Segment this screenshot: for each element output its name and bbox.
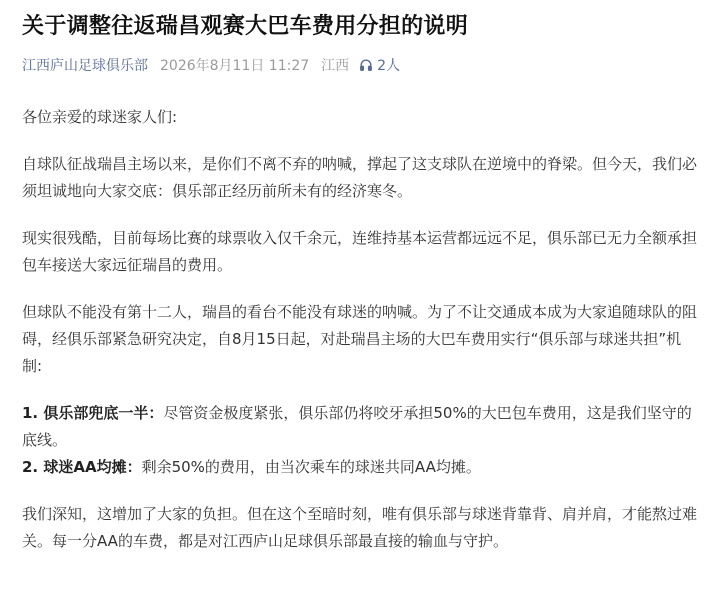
greeting: 各位亲爱的球迷家人们: <box>22 108 178 126</box>
list-item-2-text: 剩余50%的费用，由当次乘车的球迷共同AA均摊。 <box>141 458 481 476</box>
article-title: 关于调整往返瑞昌观赛大巴车费用分担的说明 <box>22 14 469 39</box>
spacer <box>22 481 698 501</box>
article-meta <box>22 54 698 76</box>
listen-button[interactable] <box>359 55 400 75</box>
list-item-1-label: 1. 俱乐部兜底一半： <box>22 404 164 422</box>
list-item-2 <box>22 454 698 481</box>
paragraph-3: 但球队不能没有第十二人，瑞昌的看台不能没有球迷的呐喊。为了不让交通成本成为大家追随球队的阻碍，经俱乐部紧急研究决定，自8月15日起，对赴瑞昌主场的大巴车费用实行“俱乐部与球迷共担”机制: <box>22 303 698 375</box>
paragraph-1: 自球队征战瑞昌主场以来，是你们不离不弃的呐喊，撑起了这支球队在逆境中的脊梁。但今天，我们必须坦诚地向大家交底：俱乐部正经历前所未有的经济寒冬。 <box>22 155 698 200</box>
listener-count: 2人 <box>377 58 401 74</box>
article-body <box>22 104 698 555</box>
publish-datetime: 2026年8月11日 11:27 <box>160 58 310 74</box>
account-name-link[interactable]: 江西庐山足球俱乐部 <box>22 58 148 74</box>
headphones-icon <box>359 58 373 72</box>
publish-location: 江西 <box>321 58 350 74</box>
list-item-2-label: 2. 球迷AA均摊： <box>22 458 142 476</box>
paragraph-4: 我们深知，这增加了大家的负担。但在这个至暗时刻，唯有俱乐部与球迷背靠背、肩并肩，才能熬过难关。每一分AA的车费，都是对江西庐山足球俱乐部最直接的输血与守护。 <box>22 505 698 550</box>
list-item-1-text: 尽管资金极度紧张，俱乐部仍将咬牙承担50%的大巴包车费用，这是我们坚守的底线。 <box>22 404 692 449</box>
list-item-1 <box>22 400 698 454</box>
paragraph-2: 现实很残酷，目前每场比赛的球票收入仅千余元，连维持基本运营都远远不足，俱乐部已无力全额承担包车接送大家远征瑞昌的费用。 <box>22 229 698 274</box>
